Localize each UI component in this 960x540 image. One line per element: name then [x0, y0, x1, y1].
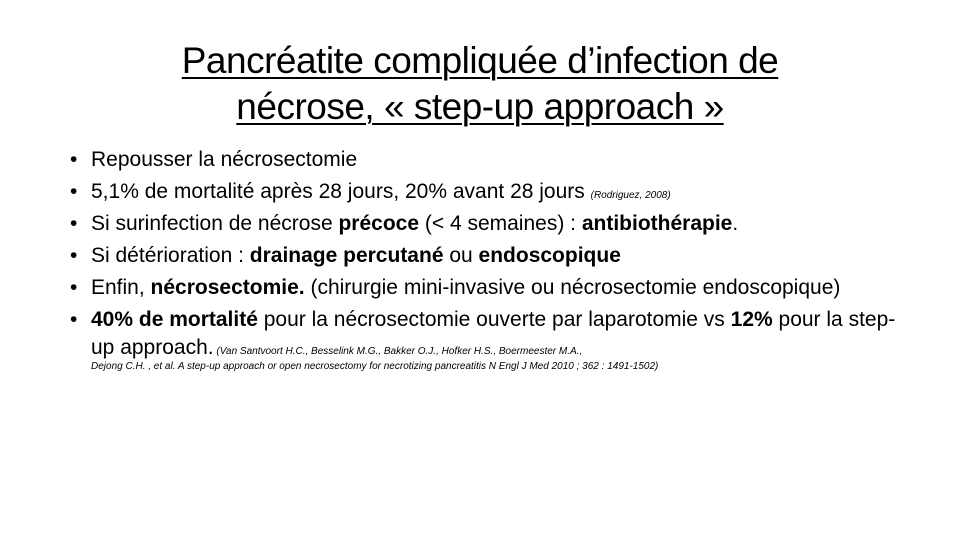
bullet-item-2	[70, 178, 900, 206]
bullet-text: (< 4 semaines) :	[419, 212, 582, 235]
bullet-dot: •	[70, 244, 78, 267]
bullet-text: (chirurgie mini-invasive ou nécrosectomie endoscopique)	[304, 276, 841, 299]
bullet-text: pour la nécrosectomie ouverte par laparotomie vs	[257, 308, 731, 331]
bullet-text: .	[207, 336, 214, 359]
bullet-dot: •	[70, 180, 78, 203]
bullet-text: Repousser la nécrosectomie	[91, 148, 358, 171]
bold-term: précoce	[338, 212, 420, 235]
bullet-list	[70, 146, 900, 378]
bullet-dot: •	[70, 308, 78, 331]
bold-term: 40% de mortalité	[91, 308, 258, 331]
bullet-dot: •	[70, 276, 78, 299]
bullet-text: .	[732, 212, 739, 235]
citation: (Van Santvoort H.C., Besselink M.G., Bakker O.J., Hofker H.S., Boermeester M.A.,	[213, 346, 583, 357]
bullet-text: pour la step-up approach	[91, 308, 896, 359]
bullet-text: Si détérioration :	[91, 244, 250, 267]
bold-term: drainage percutané	[249, 244, 444, 267]
title-line-2: nécrose, « step-up approach »	[236, 86, 724, 127]
bold-term: nécrosectomie.	[150, 276, 305, 299]
bold-term: 12%	[730, 308, 773, 331]
bullet-item-3	[70, 210, 900, 238]
bullet-text: Si surinfection de nécrose	[91, 212, 339, 235]
bold-term: endoscopique	[478, 244, 621, 267]
bullet-item-6	[70, 306, 900, 374]
bullet-text: ou	[443, 244, 479, 267]
bullet-item-1	[70, 146, 900, 174]
bold-term: antibiothérapie	[581, 212, 733, 235]
title-line-1: Pancréatite compliquée d’infection de	[181, 40, 779, 81]
citation: (Rodriguez, 2008)	[590, 190, 671, 201]
bullet-dot: •	[70, 148, 78, 171]
bullet-item-5	[70, 274, 900, 302]
bullet-text: 5,1% de mortalité après 28 jours, 20% avant 28 jours	[91, 180, 591, 203]
citation-continued: Dejong C.H. , et al. A step-up approach or open necrosectomy for necrotizing pancreatitis N Engl J Med 2010 ; 362 : 1491-1502)	[91, 361, 659, 372]
bullet-dot: •	[70, 212, 78, 235]
bullet-item-4	[70, 242, 900, 270]
slide-title	[60, 38, 900, 130]
bullet-text: Enfin,	[91, 276, 151, 299]
